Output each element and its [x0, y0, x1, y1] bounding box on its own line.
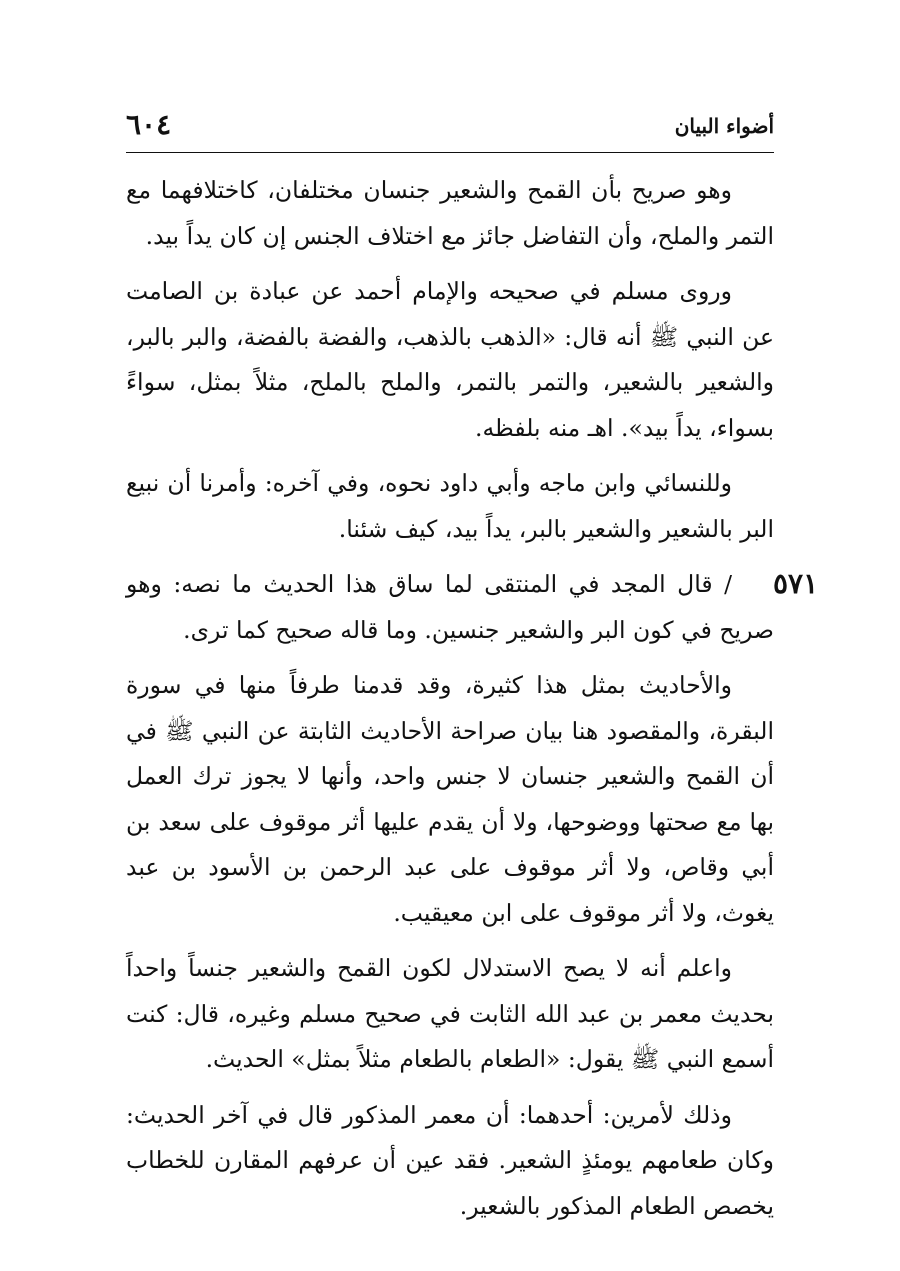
- paragraph: والأحاديث بمثل هذا كثيرة، وقد قدمنا طرفاً منها في سورة البقرة، والمقصود هنا بيان صراحة الأحاديث الثابتة عن النبي ﷺ في أن القمح والشعير جنسان لا جنس واحد، وأنها لا يجوز ترك العمل بها مع صحتها ووضوحها، ولا أن يقدم عليها أثر موقوف على سعد بن أبي وقاص، ولا أثر موقوف على عبد الرحمن بن الأسود بن عبد يغوث، ولا أثر موقوف على ابن معيقيب.: [126, 671, 774, 927]
- header-rule: [126, 152, 774, 153]
- page-number: ٦٠٤: [126, 108, 172, 141]
- paragraph: وللنسائي وابن ماجه وأبي داود نحوه، وفي آخره: وأمرنا أن نبيع البر بالشعير والشعير بالبر، يداً بيد، كيف شئنا.: [126, 469, 774, 543]
- paragraph: / قال المجد في المنتقى لما ساق هذا الحديث ما نصه: وهو صريح في كون البر والشعير جنسين. وما قاله صحيح كما ترى.: [126, 570, 774, 644]
- book-title: أضواء البيان: [674, 114, 774, 138]
- paragraph: واعلم أنه لا يصح الاستدلال لكون القمح والشعير جنساً واحداً بحديث معمر بن عبد الله الثابت في صحيح مسلم وغيره، قال: كنت أسمع النبي ﷺ يقول: «الطعام بالطعام مثلاً بمثل» الحديث.: [126, 954, 774, 1073]
- page-header: [126, 108, 774, 148]
- paragraph: وذلك لأمرين: أحدهما: أن معمر المذكور قال في آخر الحديث: وكان طعامهم يومئذٍ الشعير. فقد عين أن عرفهم المقارن للخطاب يخصص الطعام المذكور بالشعير.: [126, 1100, 774, 1220]
- margin-reference-number: ٥٧١: [773, 567, 819, 600]
- paragraph: وهو صريح بأن القمح والشعير جنسان مختلفان، كاختلافهما مع التمر والملح، وأن التفاضل جائز مع اختلاف الجنس إن كان يداً بيد.: [126, 176, 774, 250]
- page-body: [126, 168, 774, 1239]
- paragraph: وروى مسلم في صحيحه والإمام أحمد عن عبادة بن الصامت عن النبي ﷺ أنه قال: «الذهب بالذهب، والفضة بالفضة، والبر بالبر، والشعير بالشعير، والتمر بالتمر، والملح بالملح، مثلاً بمثل، سواءً بسواء، يداً بيد». اهـ منه بلفظه.: [126, 277, 774, 442]
